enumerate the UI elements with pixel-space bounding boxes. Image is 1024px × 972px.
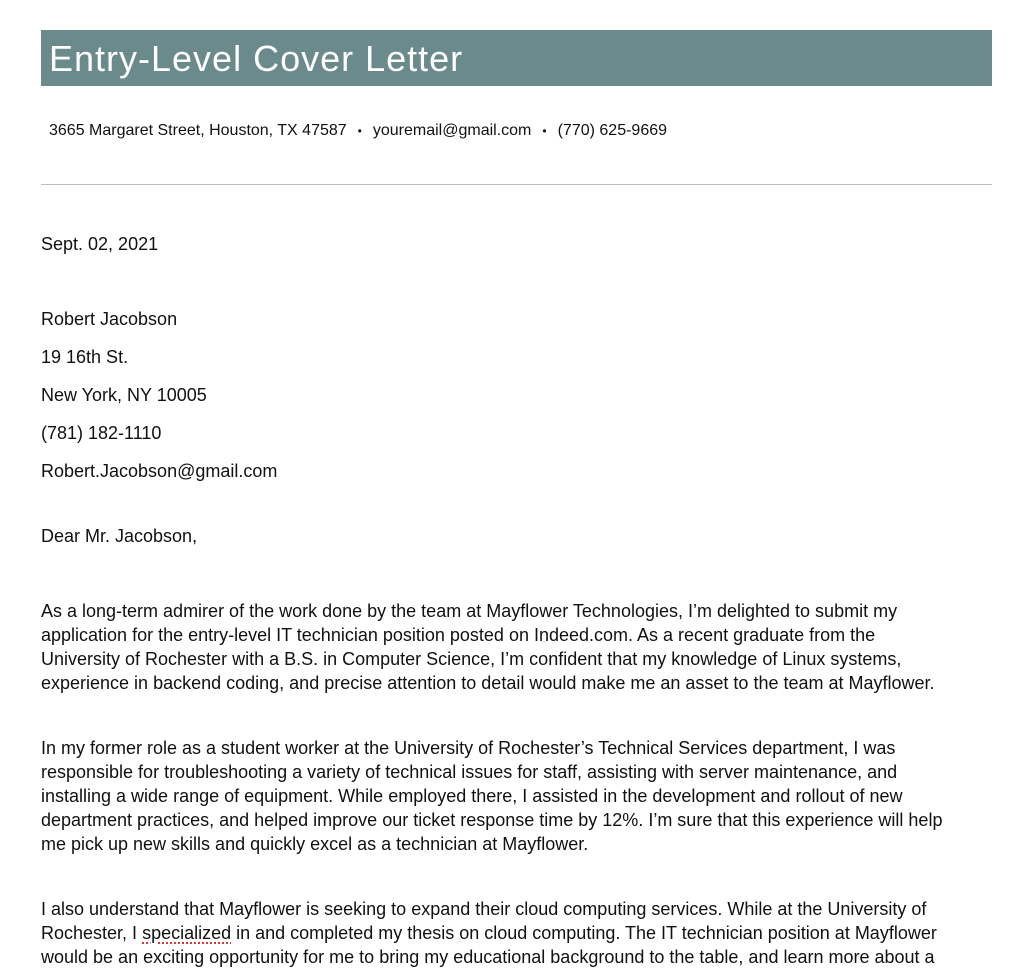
paragraph-line: department practices, and helped improve our ticket response time by 12%. I’m sure that this experience will help [41, 810, 943, 830]
paragraph-line: I also understand that Mayflower is seeking to expand their cloud computing services. While at the University of [41, 899, 927, 919]
spellcheck-flagged-word[interactable]: specialized [142, 923, 232, 943]
title-banner [41, 30, 992, 86]
paragraph-line: experience in backend coding, and precise attention to detail would make me an asset to the team at Mayflower. [41, 673, 935, 693]
bullet-separator: • [357, 124, 362, 138]
text-run: Rochester, I [41, 923, 143, 943]
paragraph-line [41, 921, 992, 945]
document-title: Entry-Level Cover Letter [49, 38, 464, 79]
letter-date: Sept. 02, 2021 [41, 234, 159, 254]
paragraph-line: University of Rochester with a B.S. in Computer Science, I’m confident that my knowledge of Linux systems, [41, 649, 902, 669]
body-paragraph-1 [41, 599, 992, 695]
sender-contact-line [49, 121, 667, 141]
paragraph-line: responsible for troubleshooting a variety of technical issues for staff, assisting with server maintenance, and [41, 762, 898, 782]
recipient-street: 19 16th St. [41, 347, 129, 367]
body-paragraph-2 [41, 736, 992, 856]
recipient-city: New York, NY 10005 [41, 385, 207, 405]
paragraph-line: would be an exciting opportunity for me to bring my educational background to the table, and learn more about a [41, 947, 935, 967]
paragraph-line: application for the entry-level IT technician position posted on Indeed.com. As a recent graduate from the [41, 625, 876, 645]
body-paragraph-3 [41, 897, 992, 969]
sender-email: youremail@gmail.com [372, 122, 532, 139]
paragraph-line: As a long-term admirer of the work done by the team at Mayflower Technologies, I’m delighted to submit my [41, 601, 898, 621]
paragraph-line: me pick up new skills and quickly excel as a technician at Mayflower. [41, 834, 589, 854]
header-divider [41, 184, 992, 185]
sender-address: 3665 Margaret Street, Houston, TX 47587 [49, 122, 347, 139]
paragraph-line: installing a wide range of equipment. While employed there, I assisted in the development and rollout of new [41, 786, 903, 806]
recipient-phone: (781) 182-1110 [41, 423, 162, 443]
salutation: Dear Mr. Jacobson, [41, 526, 198, 546]
paragraph-line: In my former role as a student worker at the University of Rochester’s Technical Services department, I was [41, 738, 896, 758]
recipient-name: Robert Jacobson [41, 309, 178, 329]
sender-phone: (770) 625-9669 [557, 122, 668, 139]
bullet-separator: • [542, 124, 547, 138]
text-run: in and completed my thesis on cloud computing. The IT technician position at Mayflower [231, 923, 937, 943]
recipient-email: Robert.Jacobson@gmail.com [41, 461, 278, 481]
